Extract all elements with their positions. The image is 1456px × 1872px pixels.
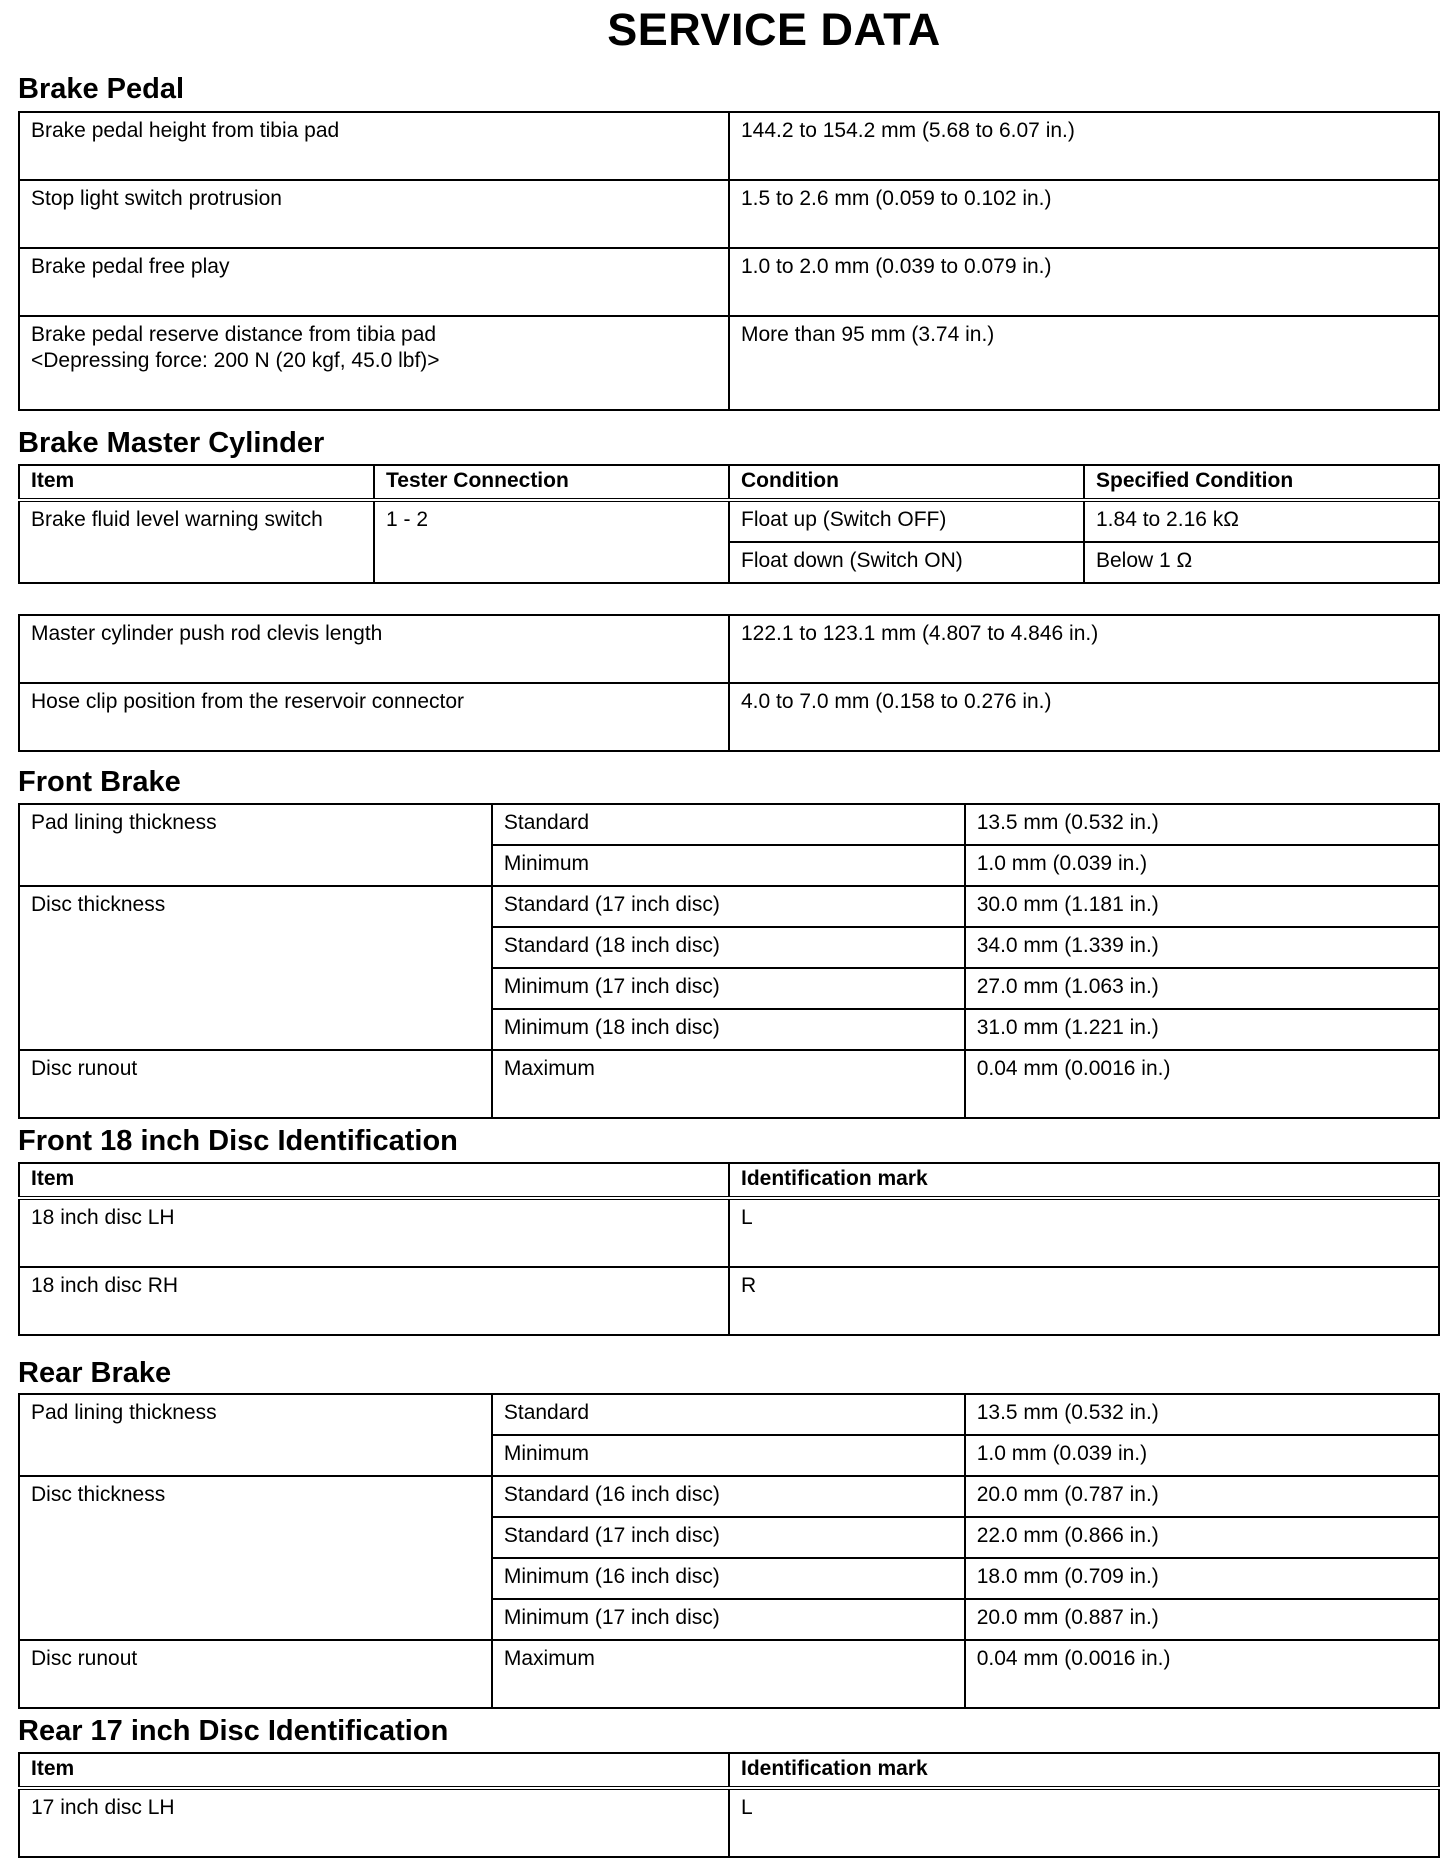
column-header: Specified Condition bbox=[1084, 465, 1439, 500]
spec-condition: Minimum (17 inch disc) bbox=[492, 1599, 965, 1640]
spec-item: Brake fluid level warning switch bbox=[19, 500, 374, 583]
condition: Float up (Switch OFF) bbox=[729, 500, 1084, 542]
table-header-row bbox=[19, 1163, 1439, 1198]
front-brake-table bbox=[18, 803, 1440, 1119]
section-heading-brake-pedal: Brake Pedal bbox=[18, 73, 185, 105]
spec-item: Brake pedal height from tibia pad bbox=[19, 112, 729, 180]
spec-value: 20.0 mm (0.887 in.) bbox=[965, 1599, 1439, 1640]
spec-condition: Maximum bbox=[492, 1640, 965, 1708]
spec-value: 22.0 mm (0.866 in.) bbox=[965, 1517, 1439, 1558]
spec-condition: Standard (18 inch disc) bbox=[492, 927, 965, 968]
spec-value: 13.5 mm (0.532 in.) bbox=[965, 804, 1439, 845]
spec-item: Disc thickness bbox=[19, 886, 492, 1050]
column-header: Tester Connection bbox=[374, 465, 729, 500]
rear-brake-table bbox=[18, 1393, 1440, 1709]
spec-condition: Standard bbox=[492, 804, 965, 845]
table-row bbox=[19, 1198, 1439, 1267]
spec-item: Master cylinder push rod clevis length bbox=[19, 615, 729, 683]
table-row bbox=[19, 1394, 1439, 1435]
table-header-row bbox=[19, 1753, 1439, 1788]
identification-mark: L bbox=[729, 1788, 1439, 1857]
spec-value: 122.1 to 123.1 mm (4.807 to 4.846 in.) bbox=[729, 615, 1439, 683]
spec-value: 0.04 mm (0.0016 in.) bbox=[965, 1050, 1439, 1118]
section-heading-rear-brake: Rear Brake bbox=[18, 1357, 172, 1389]
spec-item bbox=[19, 316, 729, 410]
section-heading-front-disc-id: Front 18 inch Disc Identification bbox=[18, 1125, 458, 1157]
spec-condition: Standard bbox=[492, 1394, 965, 1435]
table-row bbox=[19, 180, 1439, 248]
section-heading-rear-disc-id: Rear 17 inch Disc Identification bbox=[18, 1715, 449, 1747]
page-title: SERVICE DATA bbox=[607, 4, 941, 55]
table-row bbox=[19, 804, 1439, 845]
spec-value: 144.2 to 154.2 mm (5.68 to 6.07 in.) bbox=[729, 112, 1439, 180]
section-heading-master-cylinder: Brake Master Cylinder bbox=[18, 427, 325, 459]
spec-condition: Minimum (18 inch disc) bbox=[492, 1009, 965, 1050]
spec-condition: Minimum (16 inch disc) bbox=[492, 1558, 965, 1599]
column-header: Item bbox=[19, 1163, 729, 1198]
specified-condition: Below 1 Ω bbox=[1084, 542, 1439, 583]
spec-value: 4.0 to 7.0 mm (0.158 to 0.276 in.) bbox=[729, 683, 1439, 751]
spec-item: 17 inch disc LH bbox=[19, 1788, 729, 1857]
column-header: Identification mark bbox=[729, 1753, 1439, 1788]
spec-condition: Minimum (17 inch disc) bbox=[492, 968, 965, 1009]
spec-value: 1.5 to 2.6 mm (0.059 to 0.102 in.) bbox=[729, 180, 1439, 248]
spec-item: Disc runout bbox=[19, 1640, 492, 1708]
table-row bbox=[19, 1476, 1439, 1517]
spec-item-label: Brake pedal reserve distance from tibia pad bbox=[31, 323, 437, 346]
master-cylinder-table bbox=[18, 614, 1440, 752]
table-row bbox=[19, 1640, 1439, 1708]
column-header: Condition bbox=[729, 465, 1084, 500]
table-row bbox=[19, 248, 1439, 316]
spec-value: 1.0 mm (0.039 in.) bbox=[965, 845, 1439, 886]
condition: Float down (Switch ON) bbox=[729, 542, 1084, 583]
spec-condition: Standard (17 inch disc) bbox=[492, 886, 965, 927]
spec-item: Brake pedal free play bbox=[19, 248, 729, 316]
spec-item: Disc thickness bbox=[19, 1476, 492, 1640]
spec-item: Hose clip position from the reservoir connector bbox=[19, 683, 729, 751]
table-row bbox=[19, 316, 1439, 410]
table-row bbox=[19, 112, 1439, 180]
spec-value: 27.0 mm (1.063 in.) bbox=[965, 968, 1439, 1009]
tester-connection: 1 - 2 bbox=[374, 500, 729, 583]
spec-value: 20.0 mm (0.787 in.) bbox=[965, 1476, 1439, 1517]
identification-mark: L bbox=[729, 1198, 1439, 1267]
spec-value: More than 95 mm (3.74 in.) bbox=[729, 316, 1439, 410]
table-row bbox=[19, 1050, 1439, 1118]
rear-disc-id-table bbox=[18, 1752, 1440, 1858]
spec-item: Pad lining thickness bbox=[19, 804, 492, 886]
table-row bbox=[19, 500, 1439, 542]
spec-value: 18.0 mm (0.709 in.) bbox=[965, 1558, 1439, 1599]
spec-value: 30.0 mm (1.181 in.) bbox=[965, 886, 1439, 927]
spec-condition: Minimum bbox=[492, 1435, 965, 1476]
table-row bbox=[19, 886, 1439, 927]
spec-value: 31.0 mm (1.221 in.) bbox=[965, 1009, 1439, 1050]
spec-value: 1.0 to 2.0 mm (0.039 to 0.079 in.) bbox=[729, 248, 1439, 316]
spec-item-note: <Depressing force: 200 N (20 kgf, 45.0 lbf)> bbox=[31, 349, 440, 372]
column-header: Identification mark bbox=[729, 1163, 1439, 1198]
spec-item: Pad lining thickness bbox=[19, 1394, 492, 1476]
spec-value: 34.0 mm (1.339 in.) bbox=[965, 927, 1439, 968]
table-row bbox=[19, 615, 1439, 683]
spec-item: Disc runout bbox=[19, 1050, 492, 1118]
spec-item: 18 inch disc LH bbox=[19, 1198, 729, 1267]
table-row bbox=[19, 1267, 1439, 1335]
spec-condition: Maximum bbox=[492, 1050, 965, 1118]
table-header-row bbox=[19, 465, 1439, 500]
identification-mark: R bbox=[729, 1267, 1439, 1335]
section-heading-front-brake: Front Brake bbox=[18, 766, 181, 798]
front-disc-id-table bbox=[18, 1162, 1440, 1336]
spec-condition: Minimum bbox=[492, 845, 965, 886]
master-cylinder-switch-table bbox=[18, 464, 1440, 584]
column-header: Item bbox=[19, 1753, 729, 1788]
brake-pedal-table bbox=[18, 111, 1440, 411]
spec-value: 1.0 mm (0.039 in.) bbox=[965, 1435, 1439, 1476]
table-row bbox=[19, 1788, 1439, 1857]
table-row bbox=[19, 683, 1439, 751]
spec-condition: Standard (17 inch disc) bbox=[492, 1517, 965, 1558]
spec-condition: Standard (16 inch disc) bbox=[492, 1476, 965, 1517]
column-header: Item bbox=[19, 465, 374, 500]
spec-value: 13.5 mm (0.532 in.) bbox=[965, 1394, 1439, 1435]
spec-item: 18 inch disc RH bbox=[19, 1267, 729, 1335]
specified-condition: 1.84 to 2.16 kΩ bbox=[1084, 500, 1439, 542]
spec-value: 0.04 mm (0.0016 in.) bbox=[965, 1640, 1439, 1708]
spec-item: Stop light switch protrusion bbox=[19, 180, 729, 248]
